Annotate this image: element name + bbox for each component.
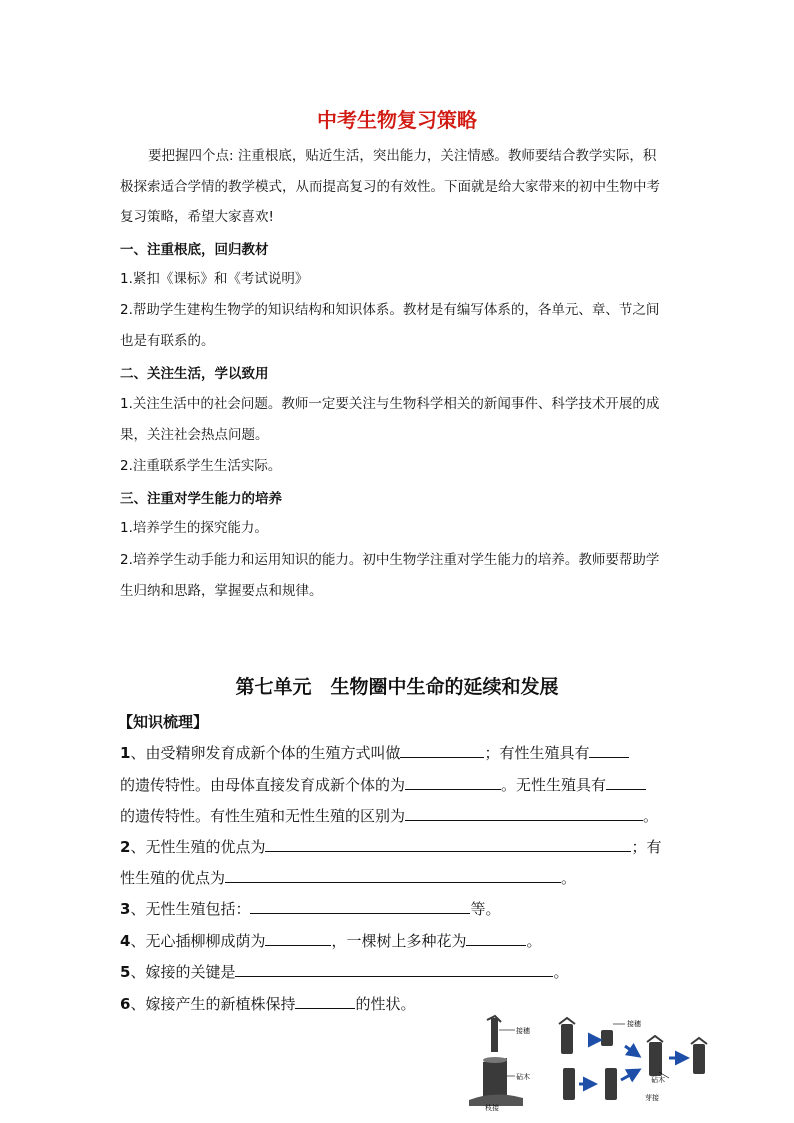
- question-3: 3、无性生殖包括： 等。: [120, 900, 501, 918]
- section-1-item-1: 1.紧扣《课标》和《考试说明》: [120, 271, 309, 287]
- page-title: 中考生物复习策略: [317, 108, 477, 132]
- section-1-item-2-line-2: 也是有联系的。: [120, 333, 215, 349]
- knowledge-heading: 【知识梳理】: [118, 713, 209, 731]
- question-1-line-2: 的遗传特性。由母体直接发育成新个体的为 。无性生殖具有: [120, 774, 646, 795]
- answer-blank[interactable]: [235, 961, 553, 977]
- section-1-heading: 一、注重根底，回归教材: [120, 242, 269, 258]
- answer-blank[interactable]: [265, 836, 631, 852]
- answer-blank[interactable]: [265, 930, 331, 946]
- stock-label-1: 砧木: [516, 1073, 530, 1081]
- figure-caption-2: 芽接: [645, 1094, 659, 1102]
- question-4: 4、无心插柳柳成荫为 ，一棵树上多种花为 。: [120, 932, 542, 950]
- unit-title: 第七单元 生物圈中生命的延续和发展: [235, 676, 559, 698]
- answer-blank[interactable]: [466, 930, 526, 946]
- scion-stem: [491, 1018, 498, 1052]
- answer-blank[interactable]: [295, 993, 355, 1009]
- bud-graft-illustration: [559, 1018, 707, 1100]
- question-2-line-2: 性生殖的优点为 。: [120, 869, 577, 887]
- intro-line-3: 复习策略，希望大家喜欢!: [120, 209, 274, 225]
- grafting-figure: [455, 1014, 725, 1112]
- answer-blank[interactable]: [225, 867, 561, 883]
- section-2-item-1-line-1: 1.关注生活中的社会问题。教师一定要关注与生物科学相关的新闻事件、科学技术开展的成: [120, 396, 660, 412]
- section-2-heading: 二、关注生活，学以致用: [120, 366, 269, 382]
- figure-caption-1: 枝接: [485, 1104, 499, 1112]
- answer-blank[interactable]: [400, 742, 484, 758]
- intro-line-2: 极探索适合学情的教学模式，从而提高复习的有效性。下面就是给大家带来的初中生物中考: [120, 179, 660, 195]
- answer-blank[interactable]: [405, 774, 501, 790]
- branch-graft-illustration: [469, 1016, 523, 1106]
- section-1-item-2-line-1: 2.帮助学生建构生物学的知识结构和知识体系。教材是有编写体系的，各单元、章、节之间: [120, 302, 660, 318]
- question-2-line-1: 2、无性生殖的优点为 ；有: [120, 838, 662, 856]
- answer-blank[interactable]: [250, 898, 470, 914]
- rootstock-stump: [483, 1058, 507, 1100]
- scion-label-1: 接穗: [516, 1027, 530, 1035]
- question-5: 5、嫁接的关键是 。: [120, 963, 569, 981]
- stock-label-2: 砧木: [651, 1076, 665, 1084]
- answer-blank[interactable]: [405, 805, 643, 821]
- question-1-line-3: 的遗传特性。有性生殖和无性生殖的区别为 。: [120, 807, 659, 825]
- answer-blank[interactable]: [589, 742, 629, 758]
- section-3-item-2-line-2: 生归纳和思路，掌握要点和规律。: [120, 583, 323, 599]
- scion-label-2: 接穗: [627, 1020, 641, 1028]
- question-1-line-1: 1、由受精卵发育成新个体的生殖方式叫做 ；有性生殖具有: [120, 742, 629, 763]
- question-6: 6、嫁接产生的新植株保持 的性状。: [120, 995, 416, 1013]
- section-2-item-2: 2.注重联系学生生活实际。: [120, 458, 282, 474]
- section-3-item-2-line-1: 2.培养学生动手能力和运用知识的能力。初中生物学注重对学生能力的培养。教师要帮助学: [120, 552, 660, 568]
- section-3-heading: 三、注重对学生能力的培养: [120, 491, 282, 507]
- section-2-item-1-line-2: 果，关注社会热点问题。: [120, 427, 269, 443]
- section-3-item-1: 1.培养学生的探究能力。: [120, 520, 268, 536]
- intro-line-1: 要把握四个点: 注重根底，贴近生活，突出能力，关注情感。教师要结合教学实际，积: [148, 148, 657, 164]
- answer-blank[interactable]: [606, 774, 646, 790]
